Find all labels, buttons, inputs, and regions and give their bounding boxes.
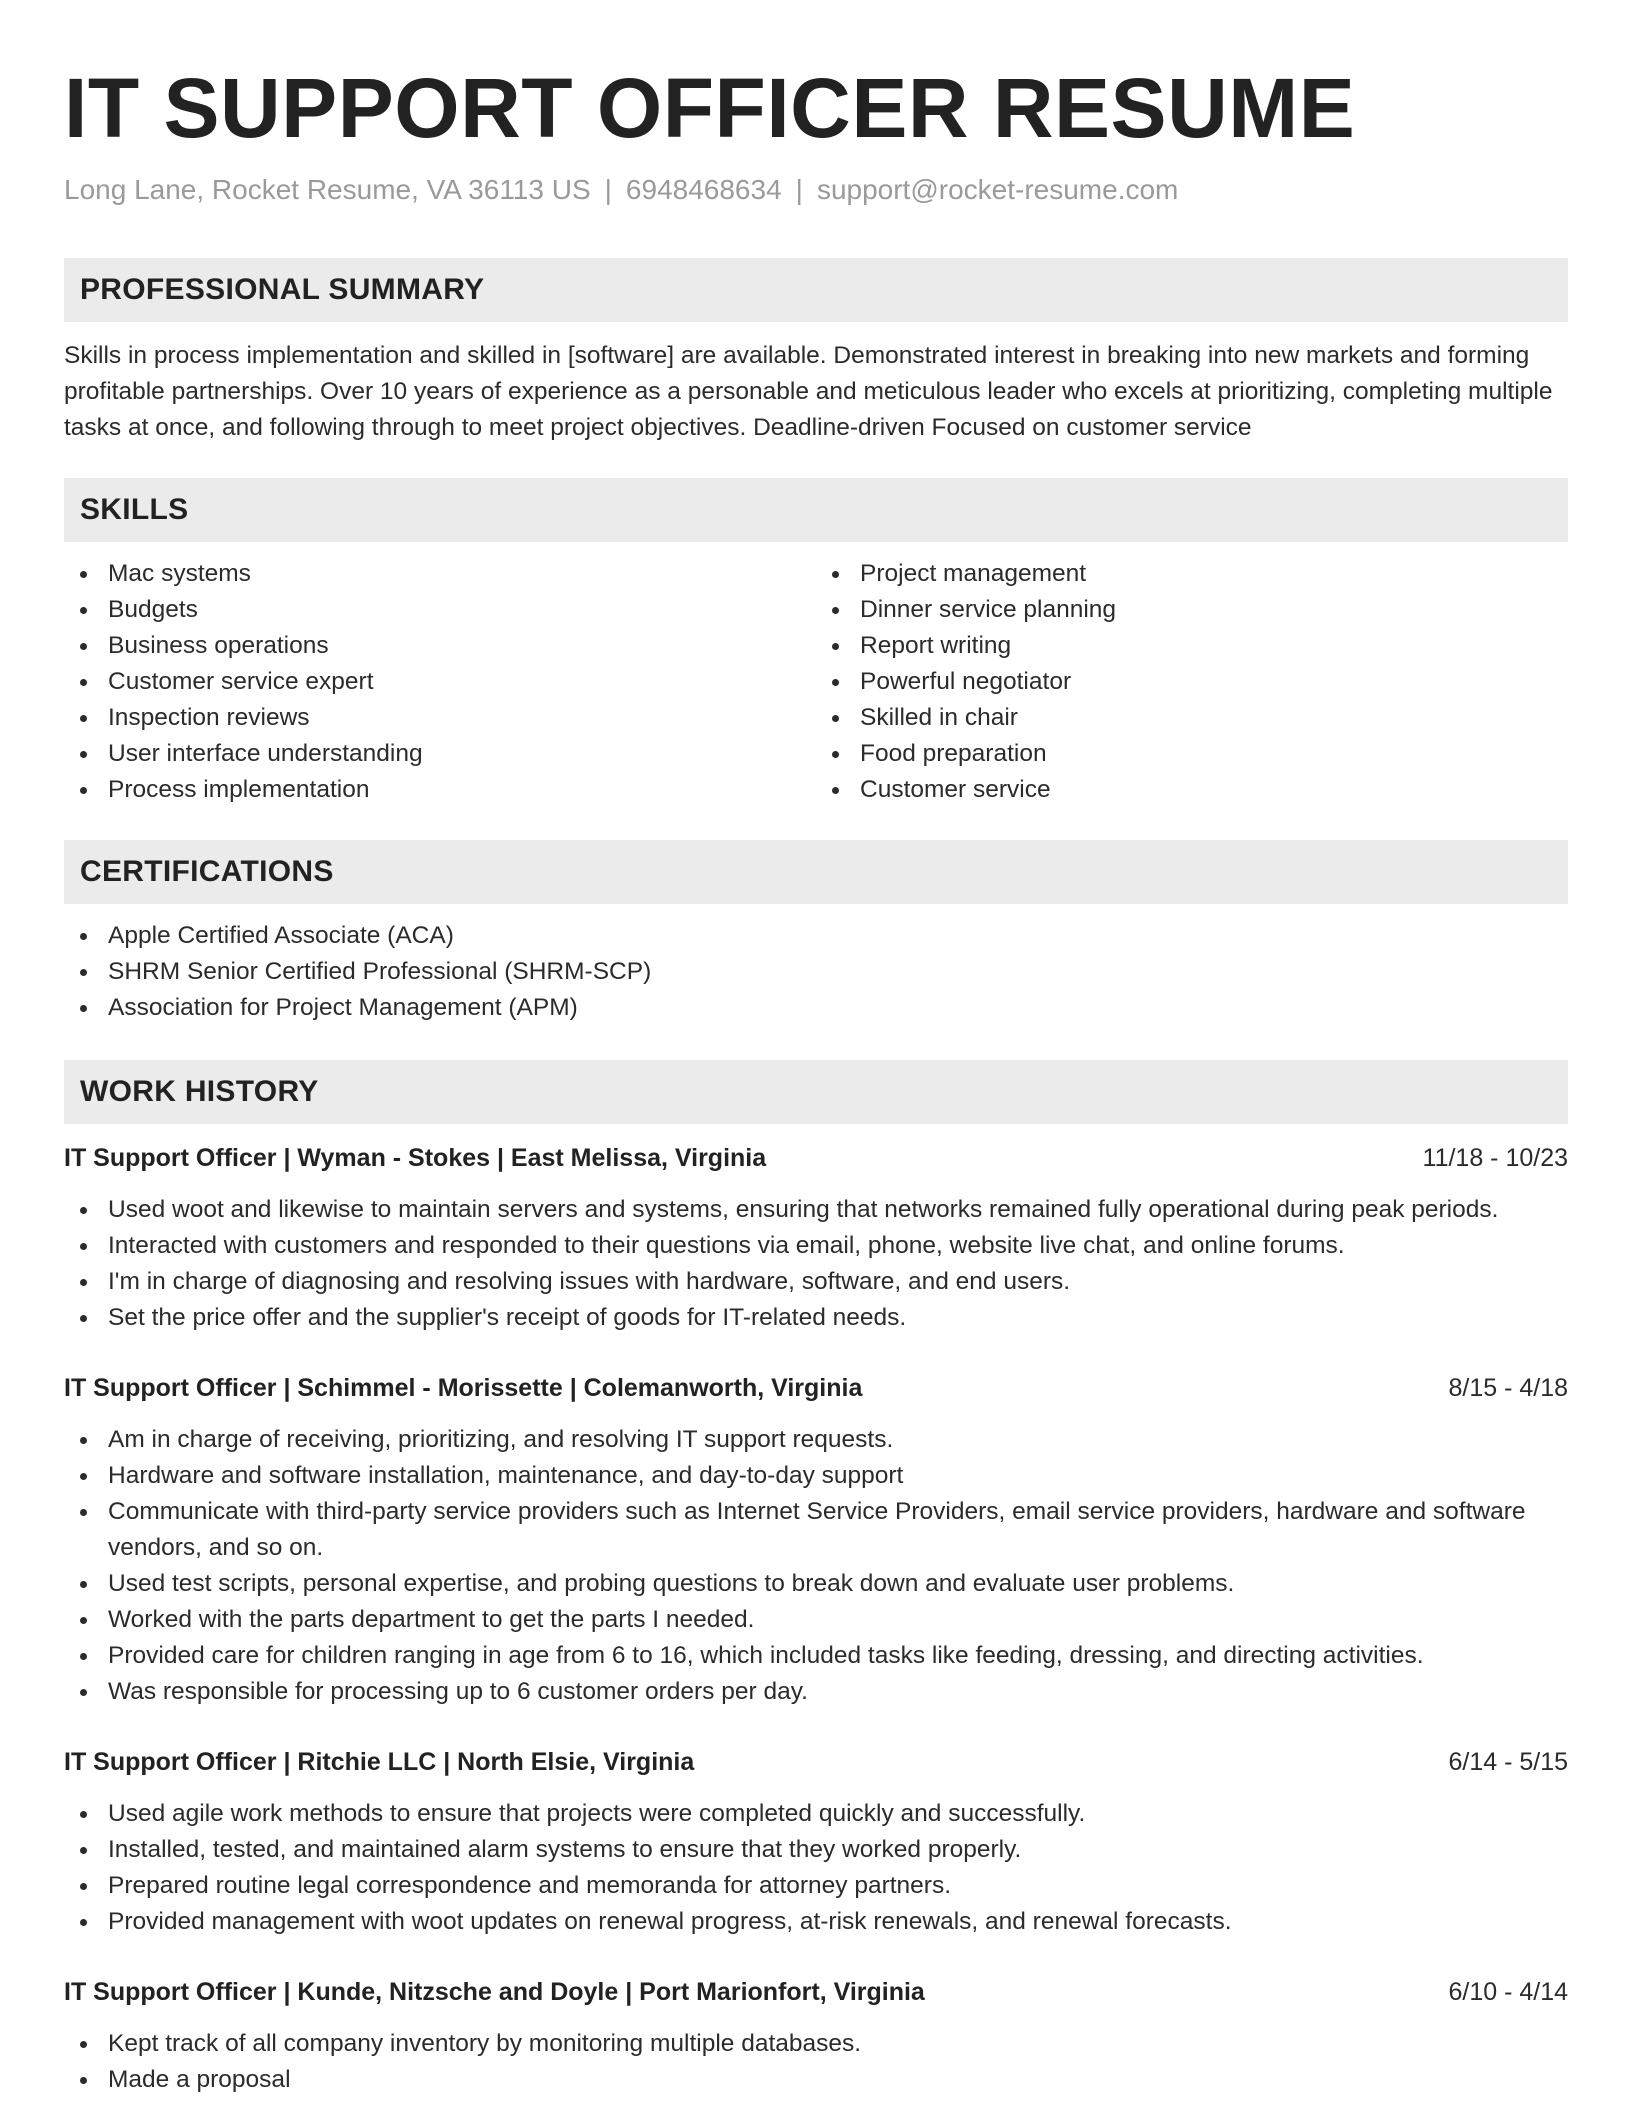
skill-item: User interface understanding [64, 736, 816, 772]
job-bullet: Hardware and software installation, maintenance, and day-to-day support [64, 1458, 1568, 1494]
skills-heading: SKILLS [64, 478, 1568, 542]
job-bullet: Interacted with customers and responded to their questions via email, phone, website live chat, and online forums. [64, 1228, 1568, 1264]
job-bullet: Provided care for children ranging in age from 6 to 16, which included tasks like feeding, dressing, and directing activities. [64, 1638, 1568, 1674]
job-dates: 11/18 - 10/23 [1422, 1144, 1568, 1172]
job-dates: 6/14 - 5/15 [1448, 1748, 1568, 1776]
job-bullet: Am in charge of receiving, prioritizing, and resolving IT support requests. [64, 1422, 1568, 1458]
skill-item: Business operations [64, 628, 816, 664]
job-title: IT Support Officer | Wyman - Stokes | East Melissa, Virginia [64, 1144, 767, 1172]
skills-list [64, 556, 1568, 808]
skill-item: Report writing [816, 628, 1568, 664]
skill-item: Mac systems [64, 556, 816, 592]
contact-separator: | [795, 174, 803, 205]
job-entry [64, 1974, 1568, 2098]
summary-heading: PROFESSIONAL SUMMARY [64, 258, 1568, 322]
skill-item: Budgets [64, 592, 816, 628]
resume-title: IT SUPPORT OFFICER RESUME [64, 61, 1356, 155]
certification-item: Apple Certified Associate (ACA) [64, 918, 1568, 954]
job-bullet: Used woot and likewise to maintain servers and systems, ensuring that networks remained fully operational during peak periods. [64, 1192, 1568, 1228]
job-bullet: I'm in charge of diagnosing and resolving issues with hardware, software, and end users. [64, 1264, 1568, 1300]
job-header [64, 1370, 1568, 1406]
skill-item: Customer service expert [64, 664, 816, 700]
job-entry [64, 1140, 1568, 1336]
job-bullet: Used agile work methods to ensure that projects were completed quickly and successfully. [64, 1796, 1568, 1832]
skill-item: Dinner service planning [816, 592, 1568, 628]
job-bullets [64, 2026, 1568, 2098]
work-history-heading: WORK HISTORY [64, 1060, 1568, 1124]
job-bullet: Was responsible for processing up to 6 customer orders per day. [64, 1674, 1568, 1710]
contact-email: support@rocket-resume.com [816, 174, 1179, 205]
job-bullet: Communicate with third-party service providers such as Internet Service Providers, email service providers, hardware and software vendors, and so on. [64, 1494, 1568, 1566]
job-entry [64, 1744, 1568, 1940]
summary-text: Skills in process implementation and skilled in [software] are available. Demonstrated interest in breaking into new markets and forming profitable partnerships. Over 10 years of experience as a personable and meticulous leader who excels at prioritizing, completing multiple tasks at once, and following through to meet project objectives. Deadline-driven Focused on customer service [64, 342, 1553, 441]
job-entry [64, 1370, 1568, 1710]
job-bullet: Worked with the parts department to get the parts I needed. [64, 1602, 1568, 1638]
skill-item: Powerful negotiator [816, 664, 1568, 700]
job-bullet: Installed, tested, and maintained alarm systems to ensure that they worked properly. [64, 1832, 1568, 1868]
job-title: IT Support Officer | Schimmel - Morissette | Colemanworth, Virginia [64, 1374, 863, 1402]
job-bullets [64, 1796, 1568, 1940]
skill-item: Inspection reviews [64, 700, 816, 736]
job-dates: 8/15 - 4/18 [1448, 1374, 1568, 1402]
job-bullets [64, 1422, 1568, 1710]
job-bullet: Used test scripts, personal expertise, and probing questions to break down and evaluate user problems. [64, 1566, 1568, 1602]
job-bullet: Made a proposal [64, 2062, 1568, 2098]
job-title: IT Support Officer | Ritchie LLC | North Elsie, Virginia [64, 1748, 695, 1776]
skill-item: Project management [816, 556, 1568, 592]
job-bullet: Set the price offer and the supplier's receipt of goods for IT-related needs. [64, 1300, 1568, 1336]
job-bullet: Prepared routine legal correspondence and memoranda for attorney partners. [64, 1868, 1568, 1904]
skill-item: Process implementation [64, 772, 816, 808]
skill-item: Customer service [816, 772, 1568, 808]
certification-item: SHRM Senior Certified Professional (SHRM-SCP) [64, 954, 1568, 990]
job-dates: 6/10 - 4/14 [1448, 1978, 1568, 2006]
certifications-list [64, 918, 1568, 1026]
job-header [64, 1140, 1568, 1176]
job-bullets [64, 1192, 1568, 1336]
contact-line [64, 172, 1568, 208]
contact-address: Long Lane, Rocket Resume, VA 36113 US [64, 174, 591, 205]
certification-item: Association for Project Management (APM) [64, 990, 1568, 1026]
contact-separator: | [604, 174, 612, 205]
job-title: IT Support Officer | Kunde, Nitzsche and Doyle | Port Marionfort, Virginia [64, 1978, 925, 2006]
job-bullet: Provided management with woot updates on renewal progress, at-risk renewals, and renewal forecasts. [64, 1904, 1568, 1940]
skill-item: Food preparation [816, 736, 1568, 772]
job-header [64, 1744, 1568, 1780]
skill-item: Skilled in chair [816, 700, 1568, 736]
job-header [64, 1974, 1568, 2010]
certifications-heading: CERTIFICATIONS [64, 840, 1568, 904]
skills-column-left [64, 556, 816, 808]
contact-phone: 6948468634 [625, 174, 782, 205]
job-bullet: Kept track of all company inventory by monitoring multiple databases. [64, 2026, 1568, 2062]
skills-column-right [816, 556, 1568, 808]
